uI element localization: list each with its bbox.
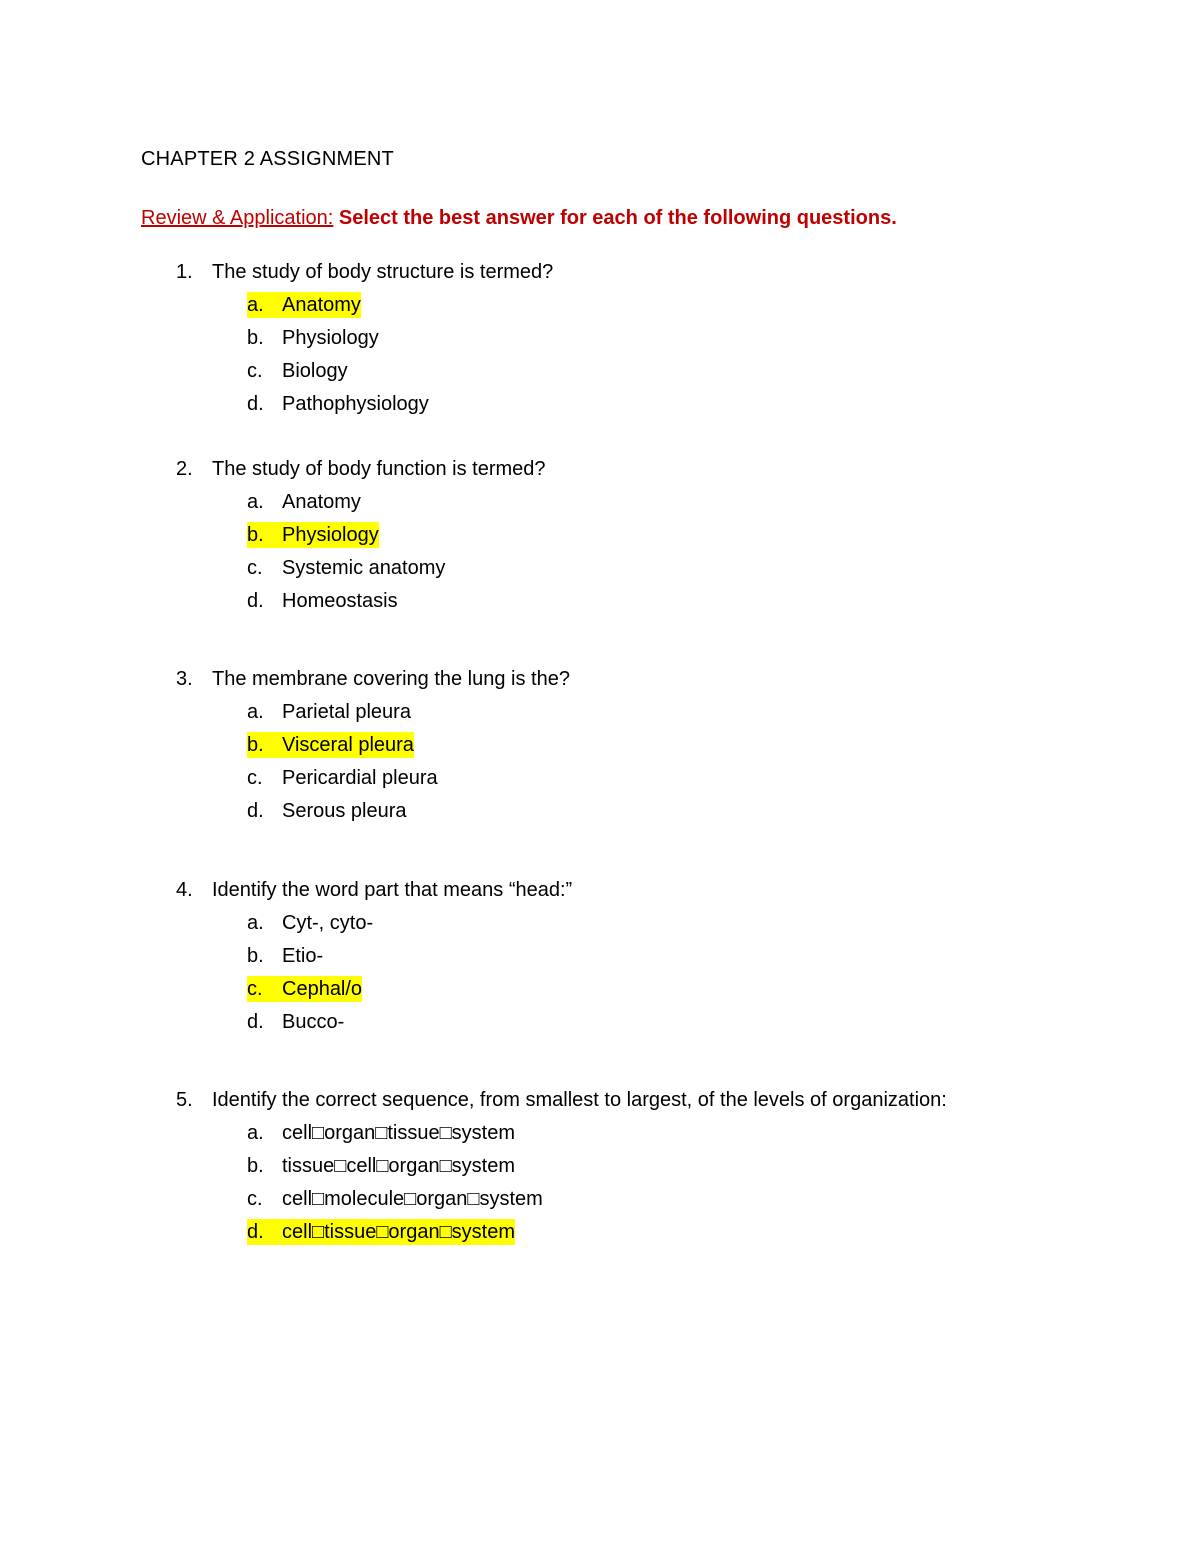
option-b [247, 732, 1156, 765]
option-text: Anatomy [282, 491, 361, 513]
option-text: Biology [282, 360, 348, 382]
question-3 [176, 666, 1156, 831]
option-b [247, 1153, 1156, 1186]
option-letter: d. [247, 800, 264, 822]
options-list [176, 910, 1156, 1042]
option-letter: a. [247, 294, 264, 316]
options-list [176, 699, 1156, 831]
option-letter: a. [247, 701, 264, 723]
answer-highlight [247, 976, 362, 1002]
question-text: The study of body structure is termed? [212, 261, 554, 283]
option-d [247, 588, 1156, 621]
option-c [247, 358, 1156, 391]
options-list [176, 1120, 1156, 1252]
option-text: Physiology [282, 327, 379, 349]
option-c [247, 976, 1156, 1009]
option-c [247, 765, 1156, 798]
answer-highlight [247, 732, 414, 758]
answer-highlight [247, 292, 361, 318]
option-text: Parietal pleura [282, 701, 411, 723]
option-letter: b. [247, 1155, 264, 1177]
question-text: The membrane covering the lung is the? [212, 668, 570, 690]
option-text: cell□tissue□organ□system [282, 1221, 515, 1243]
option-text: Etio- [282, 945, 324, 967]
option-d [247, 391, 1156, 424]
question-number: 2. [176, 458, 193, 480]
question-prompt [176, 666, 1156, 692]
question-text: Identify the correct sequence, from smallest to largest, of the levels of organization: [212, 1089, 947, 1111]
document-title: CHAPTER 2 ASSIGNMENT [141, 148, 394, 170]
instructions [141, 205, 897, 231]
option-text: Cyt-, cyto- [282, 912, 374, 934]
option-d [247, 798, 1156, 831]
option-letter: a. [247, 1122, 264, 1144]
question-prompt [176, 1087, 1156, 1113]
options-list [176, 489, 1156, 621]
option-a [247, 292, 1156, 325]
option-b [247, 943, 1156, 976]
option-text: Cephal/o [282, 978, 363, 1000]
question-prompt [176, 259, 1156, 285]
question-number: 5. [176, 1089, 193, 1111]
option-text: Systemic anatomy [282, 557, 446, 579]
question-number: 4. [176, 879, 193, 901]
option-d [247, 1009, 1156, 1042]
option-letter: d. [247, 590, 264, 612]
option-letter: d. [247, 1221, 264, 1243]
question-number: 1. [176, 261, 193, 283]
option-text: Visceral pleura [282, 734, 414, 756]
option-letter: c. [247, 767, 263, 789]
option-text: cell□molecule□organ□system [282, 1188, 543, 1210]
option-letter: c. [247, 978, 263, 1000]
option-text: Bucco- [282, 1011, 345, 1033]
question-4 [176, 877, 1156, 1042]
option-letter: b. [247, 524, 264, 546]
option-a [247, 699, 1156, 732]
option-text: Physiology [282, 524, 379, 546]
question-number: 3. [176, 668, 193, 690]
option-b [247, 522, 1156, 555]
instructions-text: Select the best answer for each of the following questions. [333, 207, 897, 229]
option-text: Pathophysiology [282, 393, 429, 415]
option-letter: b. [247, 327, 264, 349]
option-c [247, 1186, 1156, 1219]
option-letter: a. [247, 491, 264, 513]
options-list [176, 292, 1156, 424]
option-text: Homeostasis [282, 590, 398, 612]
answer-highlight [247, 522, 379, 548]
option-a [247, 910, 1156, 943]
option-letter: c. [247, 557, 263, 579]
option-letter: b. [247, 734, 264, 756]
question-2 [176, 456, 1156, 621]
option-letter: b. [247, 945, 264, 967]
question-5 [176, 1087, 1156, 1252]
option-letter: c. [247, 360, 263, 382]
question-text: Identify the word part that means “head:” [212, 879, 573, 901]
option-letter: d. [247, 1011, 264, 1033]
answer-highlight [247, 1219, 515, 1245]
option-text: cell□organ□tissue□system [282, 1122, 515, 1144]
option-text: Serous pleura [282, 800, 407, 822]
option-a [247, 1120, 1156, 1153]
option-d [247, 1219, 1156, 1252]
option-b [247, 325, 1156, 358]
option-letter: c. [247, 1188, 263, 1210]
question-1 [176, 259, 1156, 424]
option-text: Anatomy [282, 294, 361, 316]
option-letter: d. [247, 393, 264, 415]
question-prompt [176, 456, 1156, 482]
option-text: Pericardial pleura [282, 767, 438, 789]
instructions-lead: Review & Application: [141, 207, 334, 229]
question-text: The study of body function is termed? [212, 458, 546, 480]
option-a [247, 489, 1156, 522]
option-c [247, 555, 1156, 588]
option-text: tissue□cell□organ□system [282, 1155, 515, 1177]
option-letter: a. [247, 912, 264, 934]
question-prompt [176, 877, 1156, 903]
